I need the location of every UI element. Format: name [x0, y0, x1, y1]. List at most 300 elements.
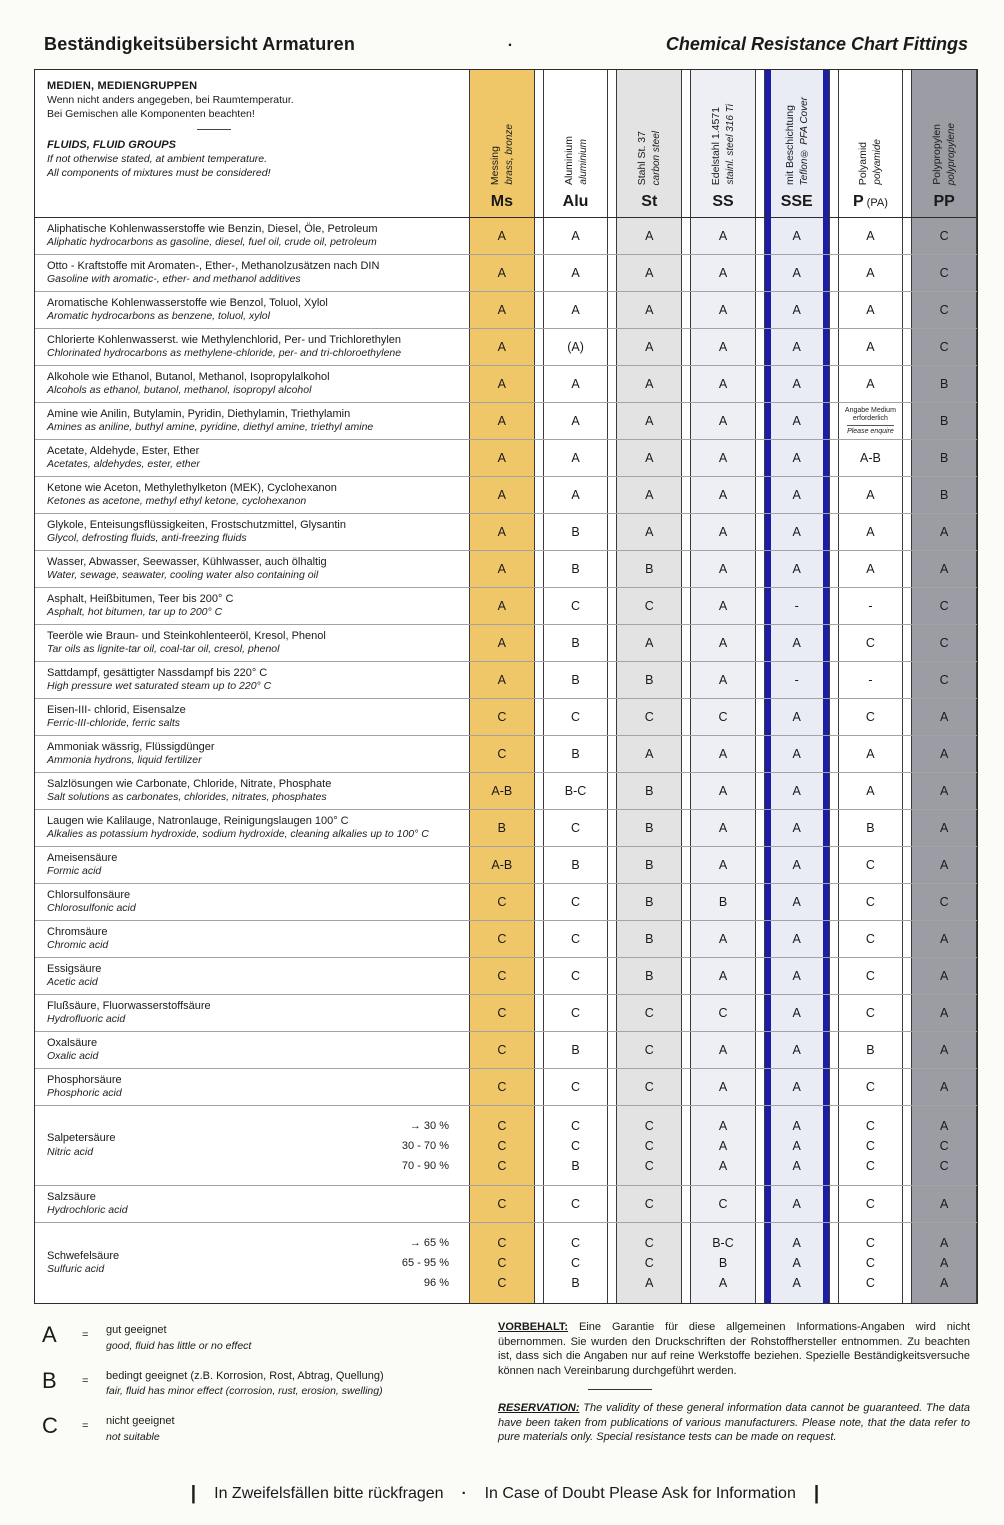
material-name-de: mit Beschichtung [783, 105, 796, 185]
value-cell-pp [911, 514, 977, 550]
fluid-name [47, 334, 401, 361]
fluid-name [47, 519, 346, 546]
fluid-name-en: Formic acid [47, 865, 102, 878]
value-cell-alu [543, 847, 609, 883]
rating-value: B [571, 673, 580, 687]
table-row [35, 773, 977, 810]
value-cell-ss [690, 255, 756, 291]
value-cell-p [838, 921, 904, 957]
table-row [35, 995, 977, 1032]
material-name-ms [470, 76, 534, 185]
legend-de-b: bedingt geeignet (z.B. Korrosion, Rost, Abtrag, Quellung) [106, 1369, 384, 1382]
legend-item-a [42, 1324, 472, 1353]
table-row [35, 699, 977, 736]
value-cell-st [616, 366, 682, 402]
column-abbr-ms: Ms [490, 193, 513, 210]
rating-value: C [497, 710, 507, 724]
footer-text-de: In Zweifelsfällen bitte rückfragen [214, 1484, 444, 1502]
rating-value: A [571, 229, 580, 243]
fluid-name-en: Asphalt, hot bitumen, tar up to 200° C [47, 606, 223, 619]
rating-value: B-C [564, 784, 587, 798]
value-cell-sse [764, 588, 830, 624]
rating-value: B [571, 1043, 580, 1057]
rating-value: A [866, 488, 875, 502]
value-cell-st [616, 403, 682, 439]
rating-value: A [645, 451, 654, 465]
value-cell-sse [764, 773, 830, 809]
rating-value: - [794, 599, 799, 613]
rating-value: A [939, 1256, 949, 1270]
column-abbr-p: P (PA) [852, 193, 888, 210]
value-cell-st [616, 958, 682, 994]
value-cell-st [616, 995, 682, 1031]
rating-value: A [718, 821, 728, 835]
rating-value: A [792, 1276, 801, 1290]
rating-value: A [571, 488, 580, 502]
rating-value: B-C [712, 1236, 734, 1250]
value-cell-alu [543, 1069, 609, 1105]
table-row [35, 403, 977, 440]
rating-value: A [792, 636, 801, 650]
fluid-name-de: Eisen-III- chlorid, Eisensalze [47, 703, 186, 716]
value-cell-ss [690, 514, 756, 550]
fluid-name-de: Schwefelsäure [47, 1249, 120, 1262]
rating-value: B [939, 414, 949, 428]
rating-value: B [939, 488, 949, 502]
value-cell-p [838, 477, 904, 513]
table-row [35, 1186, 977, 1223]
fluid-name-de: Salpetersäure [47, 1132, 116, 1145]
fluid-name-de: Flußsäure, Fluorwasserstoffsäure [47, 999, 211, 1012]
fluid-name-de: Amine wie Anilin, Butylamin, Pyridin, Diethylamin, Triethylamin [47, 407, 351, 420]
fluid-name-en: Glycol, defrosting fluids, anti-freezing fluids [47, 532, 247, 545]
value-cell-st [616, 255, 682, 291]
rating-value: C [939, 895, 949, 909]
value-cell-sse [764, 921, 830, 957]
value-cell-pp [911, 995, 977, 1031]
fluid-name [47, 1250, 119, 1277]
rating-value: A [939, 1276, 949, 1290]
value-cell-sse [764, 1032, 830, 1068]
rating-value: A [645, 377, 654, 391]
value-cell-alu [543, 736, 609, 772]
table-row [35, 1032, 977, 1069]
rating-value: A [939, 1118, 949, 1133]
fluid-name [47, 408, 373, 435]
rating-value: C [865, 1158, 875, 1173]
rating-value: A [939, 1236, 949, 1250]
reservation-text: The validity of these general information data cannot be guaranteed. The data have been taken from publications of various manufacturers. Please note, that the data refer to pure materials only. Special resistance tests can be made on request. [498, 1402, 970, 1443]
value-cell-alu [543, 921, 609, 957]
rating-value: B [866, 1043, 875, 1057]
rating-value: C [497, 1118, 507, 1133]
rating-value: C [644, 710, 654, 724]
table-header-row [35, 70, 977, 218]
rating-value: A [571, 414, 580, 428]
rating-value: C [644, 599, 654, 613]
fluid-name [47, 482, 337, 509]
column-abbr-alu: Alu [562, 193, 589, 210]
fluid-name-de: Teeröle wie Braun- und Steinkohlenteeröl, Kresol, Phenol [47, 629, 326, 642]
row-descriptor [35, 588, 461, 624]
rating-value: C [939, 303, 949, 317]
rating-value: A [792, 969, 801, 983]
fluid-name [47, 630, 326, 657]
rating-value: A [645, 303, 654, 317]
table-row [35, 514, 977, 551]
rating-value: A [645, 636, 654, 650]
rating-value: A [939, 1080, 949, 1094]
rating-value: A [718, 266, 728, 280]
rating-value: A [497, 673, 507, 687]
column-header-ms [469, 70, 535, 217]
column-header-sse [764, 70, 830, 217]
column-abbr-ss: SS [712, 193, 734, 210]
bottom-section [34, 1320, 976, 1461]
value-cell-p [838, 366, 904, 402]
value-cell-pp [911, 921, 977, 957]
rating-value: A [792, 932, 801, 946]
notes-divider [588, 1389, 652, 1390]
row-descriptor [35, 255, 461, 291]
value-cell-ms [469, 625, 535, 661]
material-name-alu [544, 76, 608, 185]
rating-value: C [865, 895, 875, 909]
value-cell-ms [469, 366, 535, 402]
legend-text-a [106, 1324, 472, 1353]
value-cell-ms [469, 403, 535, 439]
fluid-name-en: Amines as aniline, buthyl amine, pyridine, diethyl amine, triethyl amine [47, 421, 374, 434]
rating-value: A [497, 636, 507, 650]
title-separator-dot: · [507, 37, 514, 54]
rating-value: A [939, 858, 949, 872]
column-header-st [616, 70, 682, 217]
row-descriptor [35, 736, 461, 772]
table-row [35, 255, 977, 292]
value-cell-p [838, 551, 904, 587]
fluid-name-de: Chlorsulfonsäure [47, 888, 131, 901]
row-descriptor [35, 958, 461, 994]
row-descriptor [35, 1032, 461, 1068]
fluid-name [47, 667, 271, 694]
rating-value: A [939, 932, 949, 946]
fluid-name-en: Salt solutions as carbonates, chlorides, nitrates, phosphates [47, 791, 327, 804]
value-cell-ss [690, 1032, 756, 1068]
value-cell-ms [469, 329, 535, 365]
value-cell-st [616, 329, 682, 365]
table-row [35, 884, 977, 921]
value-cell-pp [911, 699, 977, 735]
value-cell-pp [911, 662, 977, 698]
rating-value: A [645, 414, 654, 428]
material-name-en: polyamide [872, 139, 884, 185]
value-cell-ss [690, 588, 756, 624]
value-cell-sse [764, 995, 830, 1031]
rating-value: B [645, 784, 654, 798]
rating-value: C [865, 1197, 875, 1211]
value-cell-ms [469, 1106, 535, 1185]
fluid-name-en: Hydrofluoric acid [47, 1013, 126, 1026]
value-cell-ss [690, 810, 756, 846]
table-row [35, 1106, 977, 1186]
rating-value: A [792, 562, 801, 576]
rating-value: A [792, 1138, 801, 1153]
rating-value: C [865, 1138, 875, 1153]
legend-en-c: not suitable [106, 1430, 160, 1443]
table-row [35, 366, 977, 403]
fluid-name [47, 1037, 98, 1064]
value-cell-st [616, 1223, 682, 1303]
value-cell-pp [911, 440, 977, 476]
rating-value: A [571, 451, 580, 465]
value-cell-ms [469, 292, 535, 328]
value-cell-ss [690, 477, 756, 513]
concentration-label: 96 % [423, 1277, 449, 1289]
value-cell-pp [911, 1069, 977, 1105]
column-abbr-sse: SSE [780, 193, 813, 210]
rating-value: C [939, 673, 949, 687]
fluid-name [47, 778, 331, 805]
value-cell-alu [543, 699, 609, 735]
rating-value: A [792, 1043, 801, 1057]
rating-value: A [718, 1276, 728, 1290]
fluid-name-de: Ameisensäure [47, 851, 118, 864]
value-cell-st [616, 699, 682, 735]
fluid-name-de: Acetate, Aldehyde, Ester, Ether [47, 444, 200, 457]
value-cell-p [838, 773, 904, 809]
value-cell-p [838, 958, 904, 994]
material-name-pp [912, 76, 976, 185]
value-cell-ss [690, 847, 756, 883]
value-cell-p [838, 1032, 904, 1068]
rating-value: A [939, 525, 949, 539]
rating-value: A [718, 784, 728, 798]
value-cell-pp [911, 625, 977, 661]
title-bar [34, 34, 976, 55]
rating-value: A [718, 488, 728, 502]
rating-value: B [645, 895, 654, 909]
row-descriptor [35, 1069, 461, 1105]
rating-value: B [718, 895, 728, 909]
rating-value: C [497, 1006, 507, 1020]
row-descriptor [35, 514, 461, 550]
value-cell-alu [543, 773, 609, 809]
rating-value: A [866, 562, 875, 576]
resistance-table [34, 69, 978, 1304]
rating-value: B [571, 562, 580, 576]
material-name-en: stainl. steel 316 Ti [724, 104, 736, 185]
rating-value: A [718, 414, 728, 428]
concentration-label: → 65 % [409, 1237, 449, 1249]
table-row [35, 921, 977, 958]
rating-value: B [571, 1158, 580, 1173]
rating-value: A [866, 377, 875, 391]
rating-value: A [718, 525, 728, 539]
material-name-de: Polyamid [857, 141, 870, 185]
rating-value: A [571, 377, 580, 391]
value-cell-ss [690, 699, 756, 735]
rating-value: C [865, 1118, 875, 1133]
rating-value: B [866, 821, 875, 835]
value-cell-sse [764, 366, 830, 402]
legend-eq-b: = [82, 1374, 89, 1387]
row-descriptor [35, 1186, 461, 1222]
value-cell-alu [543, 255, 609, 291]
table-row [35, 292, 977, 329]
rating-value: C [571, 710, 581, 724]
rating-value: A [645, 266, 654, 280]
legend-item-b [42, 1367, 472, 1399]
value-cell-ss [690, 736, 756, 772]
fluid-name [47, 260, 379, 287]
rating-value: A [497, 377, 507, 391]
rating-value: A [718, 636, 728, 650]
rating-value: C [865, 1256, 875, 1270]
value-cell-p [838, 699, 904, 735]
fluid-name-en: Chlorinated hydrocarbons as methylene-chloride, per- and tri-chloroethylene [47, 347, 402, 360]
rating-note-de: Angabe Medium erforderlich [844, 406, 896, 422]
value-cell-ms [469, 662, 535, 698]
table-row [35, 736, 977, 773]
rating-value: A [939, 562, 949, 576]
value-cell-st [616, 588, 682, 624]
fluid-name-en: High pressure wet saturated steam up to 220° C [47, 680, 272, 693]
fluid-name-en: Alcohols as ethanol, butanol, methanol, isopropyl alcohol [47, 384, 312, 397]
concentration-label: 70 - 90 % [401, 1159, 449, 1172]
rating-value: C [718, 710, 728, 724]
value-cell-st [616, 514, 682, 550]
value-cell-sse [764, 551, 830, 587]
rating-value: - [868, 673, 873, 687]
rating-value: C [497, 1256, 507, 1270]
fluid-name-en: Nitric acid [47, 1145, 94, 1158]
fluid-name-en: Acetates, aldehydes, ester, ether [47, 458, 200, 471]
value-cell-alu [543, 1223, 609, 1303]
value-cell-p [838, 625, 904, 661]
value-cell-pp [911, 1186, 977, 1222]
row-descriptor [35, 218, 461, 254]
value-cell-sse [764, 477, 830, 513]
value-cell-alu [543, 884, 609, 920]
rating-value: C [571, 1197, 581, 1211]
rating-value: C [497, 1080, 507, 1094]
rating-value: C [939, 229, 949, 243]
rating-value: C [865, 1006, 875, 1020]
rating-value: C [939, 1138, 949, 1153]
value-cell-alu [543, 440, 609, 476]
value-cell-sse [764, 1186, 830, 1222]
fluid-name-de: Phosphorsäure [47, 1073, 122, 1086]
rating-value: B [718, 1256, 728, 1270]
fluid-name-de: Sattdampf, gesättigter Nassdampf bis 220° C [47, 666, 268, 679]
fluid-name-de: Chlorierte Kohlenwasserst. wie Methylenchlorid, Per- und Trichlorethylen [47, 333, 401, 346]
material-name-de: Edelstahl 1.4571 [709, 106, 722, 185]
value-cell-sse [764, 736, 830, 772]
rating-value: A [792, 1118, 801, 1133]
value-cell-p [838, 403, 904, 439]
row-descriptor [35, 292, 461, 328]
table-row [35, 477, 977, 514]
vorbehalt-label: VORBEHALT: [498, 1321, 569, 1333]
fluid-name-de: Asphalt, Heißbitumen, Teer bis 200° C [47, 592, 234, 605]
table-row [35, 958, 977, 995]
table-row [35, 1069, 977, 1106]
row-descriptor [35, 662, 461, 698]
rating-value: A [718, 1118, 728, 1133]
value-cell-sse [764, 625, 830, 661]
value-cell-ms [469, 736, 535, 772]
row-descriptor [35, 366, 461, 402]
value-cell-ms [469, 1069, 535, 1105]
material-name-de: Aluminium [562, 135, 575, 185]
fluid-name-en: Alkalies as potassium hydroxide, sodium hydroxide, cleaning alkalies up to 100° C [47, 828, 429, 841]
rating-value: C [497, 747, 507, 761]
rating-legend [42, 1320, 472, 1461]
material-name-en: polypropylene [946, 122, 958, 185]
rating-value: A [792, 525, 801, 539]
value-cell-alu [543, 477, 609, 513]
value-cell-ms [469, 218, 535, 254]
fluid-name [47, 963, 101, 990]
column-header-alu [543, 70, 609, 217]
rating-value: C [644, 1080, 654, 1094]
fluid-name-en: Oxalic acid [47, 1050, 99, 1063]
value-cell-ms [469, 477, 535, 513]
fluid-name-de: Salzsäure [47, 1190, 96, 1203]
fluid-name-en: Chromic acid [47, 939, 109, 952]
value-cell-p [838, 884, 904, 920]
value-cell-ss [690, 773, 756, 809]
value-cell-ms [469, 995, 535, 1031]
rating-value: A [866, 303, 875, 317]
rating-value: C [571, 821, 581, 835]
value-cell-pp [911, 847, 977, 883]
media-header-cell [35, 70, 461, 217]
table-row [35, 588, 977, 625]
material-name-p [839, 76, 903, 185]
value-cell-pp [911, 366, 977, 402]
rating-value: C [497, 1276, 507, 1290]
value-cell-ss [690, 440, 756, 476]
rating-value: C [865, 636, 875, 650]
value-cell-sse [764, 255, 830, 291]
value-cell-pp [911, 810, 977, 846]
rating-value: C [497, 932, 507, 946]
rating-value: A [718, 562, 728, 576]
rating-value: A [792, 1080, 801, 1094]
rating-value: C [644, 1118, 654, 1133]
value-cell-st [616, 1106, 682, 1185]
rating-value: C [497, 1158, 507, 1173]
row-descriptor [35, 921, 461, 957]
rating-value: A-B [491, 784, 513, 798]
value-cell-ms [469, 255, 535, 291]
value-cell-ss [690, 218, 756, 254]
rating-value: A [497, 562, 507, 576]
value-cell-st [616, 662, 682, 698]
value-cell-st [616, 1186, 682, 1222]
fluid-name-de: Chromsäure [47, 925, 108, 938]
rating-value: A [866, 266, 875, 280]
rating-value: A [497, 266, 507, 280]
rating-value: C [497, 1197, 507, 1211]
row-descriptor [35, 884, 461, 920]
value-cell-ss [690, 884, 756, 920]
rating-value: A [792, 229, 801, 243]
rating-value: C [718, 1197, 728, 1211]
value-cell-ss [690, 625, 756, 661]
rating-value: A [792, 858, 801, 872]
